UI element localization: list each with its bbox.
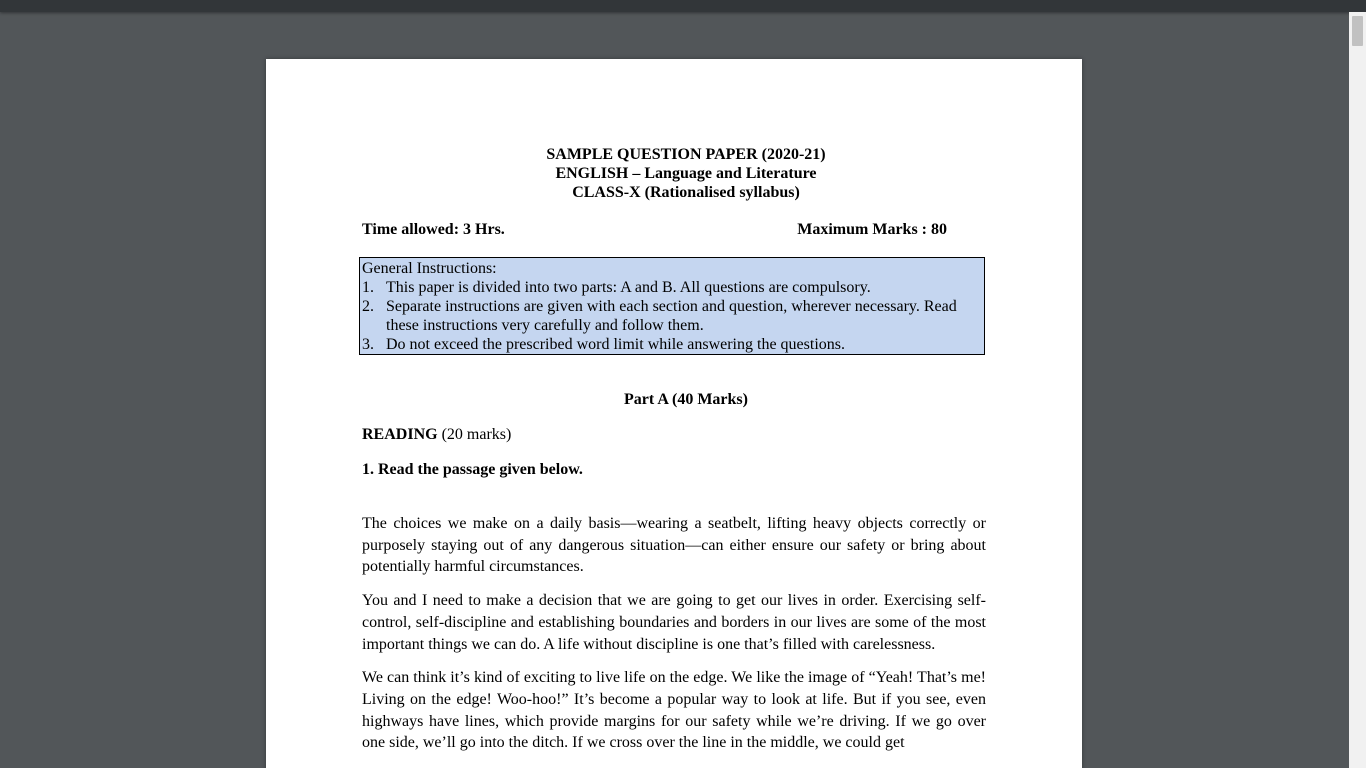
instruction-text: Do not exceed the prescribed word limit while answering the questions. — [386, 336, 845, 353]
instruction-text: This paper is divided into two parts: A and B. All questions are compulsory. — [386, 279, 871, 296]
section-label: READING — [362, 426, 438, 443]
question-1-heading: 1. Read the passage given below. — [362, 461, 583, 478]
instruction-item — [362, 297, 982, 335]
passage-paragraph: The choices we make on a daily basis—wearing a seatbelt, lifting heavy objects correctly or purposely staying out of any dangerous situation—can either ensure our safety or bring about potentially harmful circumstances. — [362, 515, 986, 576]
vertical-scrollbar[interactable] — [1349, 12, 1366, 768]
paper-meta — [362, 220, 947, 239]
title-line-3: CLASS-X (Rationalised syllabus) — [572, 184, 800, 201]
scrollbar-thumb[interactable] — [1352, 16, 1363, 46]
viewer-toolbar — [0, 0, 1366, 12]
instruction-text: Separate instructions are given with each section and question, wherever necessary. Read these instructions very carefully and follow them. — [386, 298, 957, 334]
title-line-1: SAMPLE QUESTION PAPER (2020-21) — [546, 146, 826, 163]
reading-passage — [362, 513, 986, 754]
title-line-2: ENGLISH – Language and Literature — [555, 165, 817, 182]
time-allowed: Time allowed: 3 Hrs. — [362, 221, 505, 238]
general-instructions-box — [359, 257, 985, 355]
paper-title — [362, 145, 986, 202]
passage-paragraph: We can think it’s kind of exciting to live life on the edge. We like the image of “Yeah! That’s me! Living on the edge! Woo-hoo!” It’s become a popular way to look at life. But if you see, even highways have lines, which provide margins for our safety while we’re driving. If we go over one side, we’ll go into the ditch. If we cross over the line in the middle, we could get — [362, 669, 986, 752]
maximum-marks: Maximum Marks : 80 — [797, 221, 947, 238]
pdf-viewer[interactable] — [0, 12, 1349, 768]
part-a-heading: Part A (40 Marks) — [624, 391, 748, 408]
document-page — [266, 59, 1082, 768]
passage-paragraph: You and I need to make a decision that we are going to get our lives in order. Exercising self-control, self-discipline and establishing boundaries and borders in our lives are some of the most important things we can do. A life without discipline is one that’s filled with carelessness. — [362, 592, 986, 653]
section-marks: (20 marks) — [437, 426, 512, 443]
instruction-number: 2. — [362, 298, 374, 315]
instruction-item — [362, 335, 982, 354]
instructions-heading: General Instructions: — [362, 260, 497, 277]
instruction-number: 1. — [362, 279, 374, 296]
page-content — [362, 145, 986, 766]
instruction-item — [362, 278, 982, 297]
reading-section-heading — [362, 425, 986, 444]
instruction-number: 3. — [362, 336, 374, 353]
